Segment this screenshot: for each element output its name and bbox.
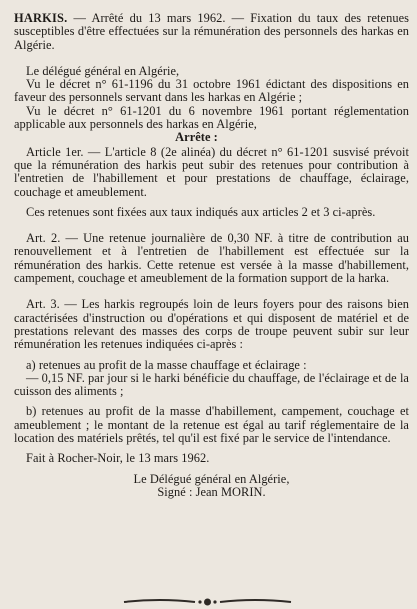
item-a: a) retenues au profit de la masse chauffage et éclairage : <box>26 357 307 372</box>
vu-paragraph-1: Vu le décret n° 61-1196 du 31 octobre 1961 édictant des dispositions en faveur des personnels servant dans les harkas en Algérie ; <box>14 77 409 105</box>
signature-block <box>14 473 409 500</box>
bottom-ornament-icon <box>120 596 295 608</box>
signature-line-2: Signé : Jean MORIN. <box>157 484 266 499</box>
article-2: Art. 2. — Une retenue journalière de 0,30 NF. à titre de contribution au renouvellement et à l'entretien de l'habillement est effectuée sur la rémunération des harkis. Cette retenue est versée à la masse d'habillement, campement, couchage et ameublement de la formation support de la harka. <box>14 231 409 286</box>
title-rest: — Arrêté du 13 mars 1962. — Fixation du taux des retenues susceptibles d'être effectuées sur la rémunération des personnels des harkas en Algérie. <box>14 11 409 52</box>
fait-line: Fait à Rocher-Noir, le 13 mars 1962. <box>26 451 210 466</box>
top-ornament <box>60 0 360 3</box>
signature-line-1: Le Délégué général en Algérie, <box>133 471 290 486</box>
article-3: Art. 3. — Les harkis regroupés loin de leurs foyers pour des raisons bien caractérisées d'instruction ou d'opérations et qui disposent de matériel et de prestations relevant des masses des corps de troupe peuvent subir sur leur rémunération les retenues indiquées ci-après : <box>14 297 409 352</box>
article-1-continuation: Ces retenues sont fixées aux taux indiqués aux articles 2 et 3 ci-après. <box>26 204 376 219</box>
delegue-line: Le délégué général en Algérie, <box>26 63 180 78</box>
item-a-detail: — 0,15 NF. par jour si le harki bénéficie du chauffage, de l'éclairage et de la cuisson des aliments ; <box>14 370 409 399</box>
arrete-heading: Arrête : <box>175 130 218 145</box>
title-lead: HARKIS. <box>14 11 68 25</box>
document-title <box>14 12 409 52</box>
vu-paragraph-2: Vu le décret n° 61-1201 du 6 novembre 1961 portant réglementation applicable aux personnels des harkas en Algérie, <box>14 103 409 132</box>
article-1: Article 1er. — L'article 8 (2e alinéa) du décret n° 61-1201 susvisé prévoit que la rémunération des harkis peut subir des retenues pour contribution à l'entretien de l'habillement et pour prestations de chauffage, éclairage, couchage et ameublement. <box>14 144 409 199</box>
item-b: b) retenues au profit de la masse d'habillement, campement, couchage et ameublement ; le montant de la retenue est égal au tarif réglementaire de la location des matériels prêtés, tel qu'il est fixé par le service de l'intendance. <box>14 404 409 446</box>
